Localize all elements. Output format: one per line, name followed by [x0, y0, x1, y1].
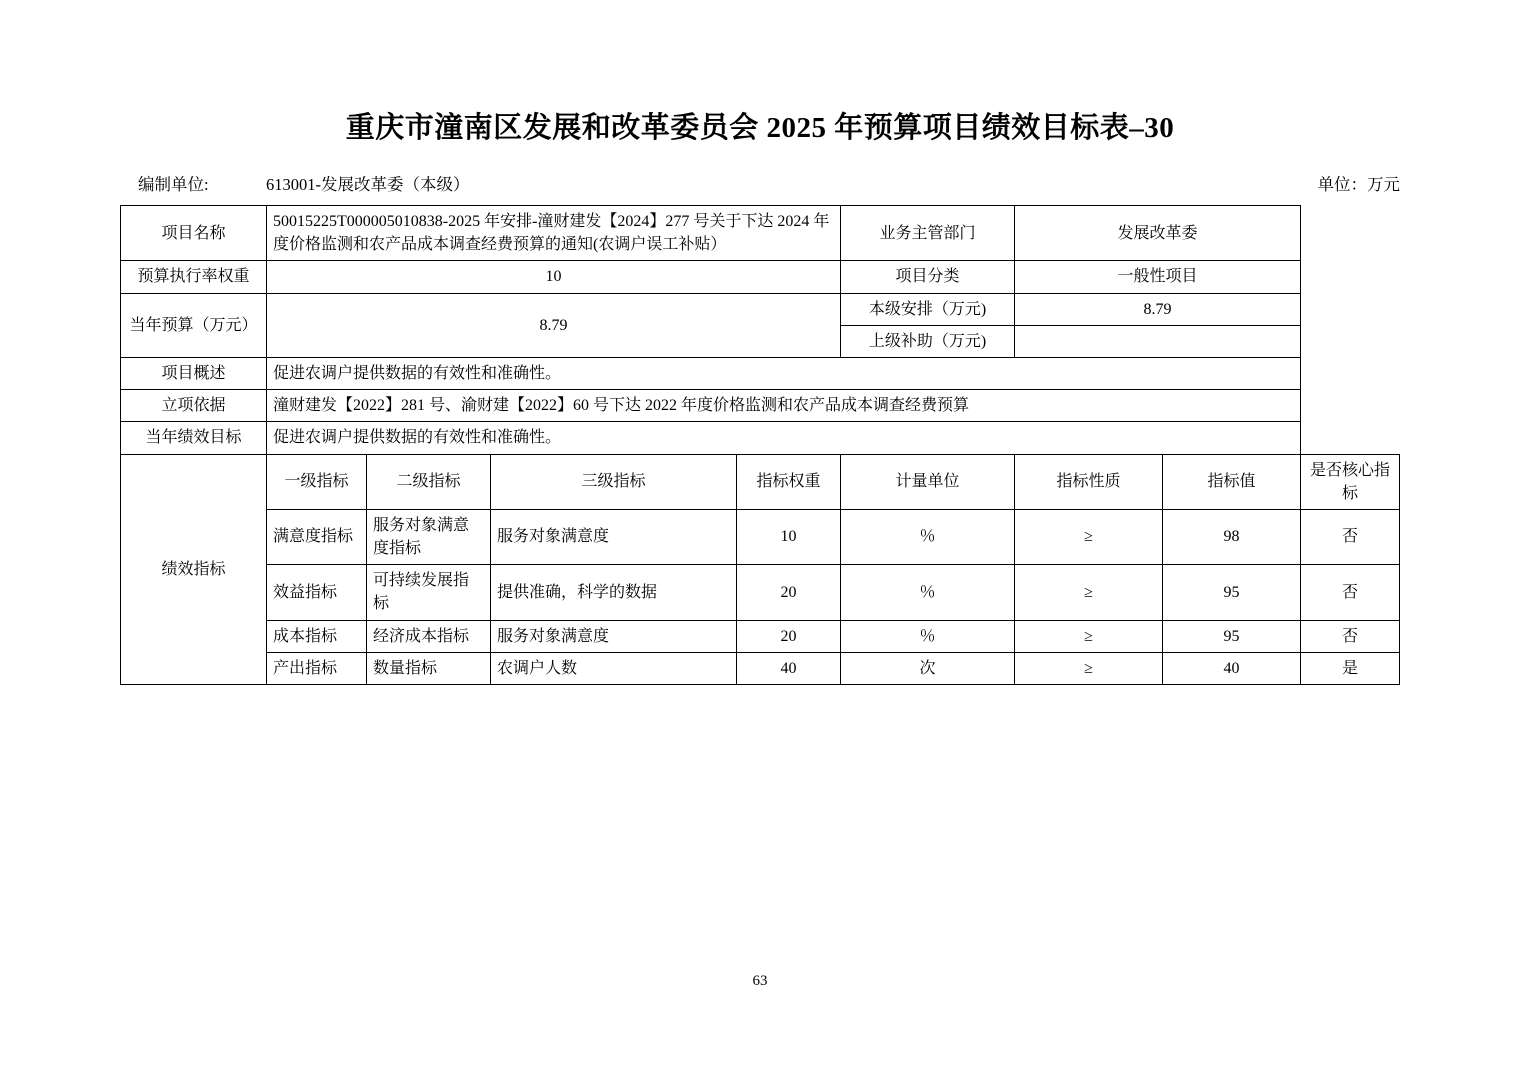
cell-level3: 服务对象满意度 — [491, 509, 737, 564]
table-row-project-name — [121, 206, 1400, 261]
year-budget-value: 8.79 — [267, 293, 841, 357]
cell-unit: ％ — [841, 565, 1015, 620]
cell-core: 否 — [1301, 509, 1400, 564]
cell-level3: 提供准确，科学的数据 — [491, 565, 737, 620]
cell-value: 95 — [1163, 565, 1301, 620]
table-row — [121, 652, 1400, 684]
table-row-exec-weight — [121, 261, 1400, 293]
cell-weight: 20 — [737, 565, 841, 620]
table-row-local-arrange — [121, 293, 1400, 325]
table-row-overview — [121, 357, 1400, 389]
cell-level1: 效益指标 — [267, 565, 367, 620]
header-unit: 计量单位 — [841, 454, 1015, 509]
overview-label: 项目概述 — [121, 357, 267, 389]
overview-value: 促进农调户提供数据的有效性和准确性。 — [267, 357, 1301, 389]
cell-level3: 农调户人数 — [491, 652, 737, 684]
year-goal-label: 当年绩效目标 — [121, 422, 267, 454]
cell-core: 否 — [1301, 620, 1400, 652]
header-weight: 指标权重 — [737, 454, 841, 509]
table-row-performance-header — [121, 454, 1400, 509]
header-level3: 三级指标 — [491, 454, 737, 509]
cell-value: 98 — [1163, 509, 1301, 564]
cell-nature: ≥ — [1015, 652, 1163, 684]
cell-unit: 次 — [841, 652, 1015, 684]
cell-level2: 服务对象满意度指标 — [367, 509, 491, 564]
exec-weight-value: 10 — [267, 261, 841, 293]
cell-level2: 数量指标 — [367, 652, 491, 684]
page-title: 重庆市潼南区发展和改革委员会 2025 年预算项目绩效目标表–30 — [345, 112, 1175, 144]
dept-value: 发展改革委 — [1015, 206, 1301, 261]
performance-target-table — [120, 205, 1400, 685]
page-number: 63 — [752, 973, 768, 989]
header-level1: 一级指标 — [267, 454, 367, 509]
cell-nature: ≥ — [1015, 565, 1163, 620]
compiler-unit-value: 613001-发展改革委（本级） — [266, 175, 470, 194]
header-nature: 指标性质 — [1015, 454, 1163, 509]
upper-subsidy-label: 上级补助（万元) — [841, 325, 1015, 357]
exec-weight-label: 预算执行率权重 — [121, 261, 267, 293]
cell-level2: 经济成本指标 — [367, 620, 491, 652]
year-budget-label: 当年预算（万元） — [121, 293, 267, 357]
compiler-unit — [138, 171, 470, 195]
table-row — [121, 620, 1400, 652]
amount-unit-note: 单位：万元 — [1317, 175, 1400, 194]
performance-section-label: 绩效指标 — [121, 454, 267, 685]
compiler-unit-label: 编制单位: — [138, 175, 209, 194]
project-name-value: 50015225T000005010838-2025 年安排-潼财建发【2024】277 号关于下达 2024 年度价格监测和农产品成本调查经费预算的通知(农调户误工补贴） — [267, 206, 841, 261]
cell-level2: 可持续发展指标 — [367, 565, 491, 620]
category-value: 一般性项目 — [1015, 261, 1301, 293]
project-name-label: 项目名称 — [121, 206, 267, 261]
local-arrange-label: 本级安排（万元) — [841, 293, 1015, 325]
local-arrange-value: 8.79 — [1015, 293, 1301, 325]
cell-unit: ％ — [841, 620, 1015, 652]
table-row — [121, 509, 1400, 564]
cell-value: 40 — [1163, 652, 1301, 684]
header-value: 指标值 — [1163, 454, 1301, 509]
cell-level1: 产出指标 — [267, 652, 367, 684]
basis-value: 潼财建发【2022】281 号、渝财建【2022】60 号下达 2022 年度价格监测和农产品成本调查经费预算 — [267, 390, 1301, 422]
cell-value: 95 — [1163, 620, 1301, 652]
header-level2: 二级指标 — [367, 454, 491, 509]
upper-subsidy-value — [1015, 325, 1301, 357]
cell-nature: ≥ — [1015, 620, 1163, 652]
cell-level1: 满意度指标 — [267, 509, 367, 564]
cell-unit: ％ — [841, 509, 1015, 564]
year-goal-value: 促进农调户提供数据的有效性和准确性。 — [267, 422, 1301, 454]
category-label: 项目分类 — [841, 261, 1015, 293]
dept-label: 业务主管部门 — [841, 206, 1015, 261]
cell-weight: 20 — [737, 620, 841, 652]
cell-level3: 服务对象满意度 — [491, 620, 737, 652]
cell-nature: ≥ — [1015, 509, 1163, 564]
document-meta — [0, 146, 1520, 195]
cell-core: 是 — [1301, 652, 1400, 684]
table-row — [121, 565, 1400, 620]
basis-label: 立项依据 — [121, 390, 267, 422]
cell-level1: 成本指标 — [267, 620, 367, 652]
header-core: 是否核心指标 — [1301, 454, 1400, 509]
cell-core: 否 — [1301, 565, 1400, 620]
table-row-basis — [121, 390, 1400, 422]
cell-weight: 10 — [737, 509, 841, 564]
cell-weight: 40 — [737, 652, 841, 684]
table-row-year-goal — [121, 422, 1400, 454]
